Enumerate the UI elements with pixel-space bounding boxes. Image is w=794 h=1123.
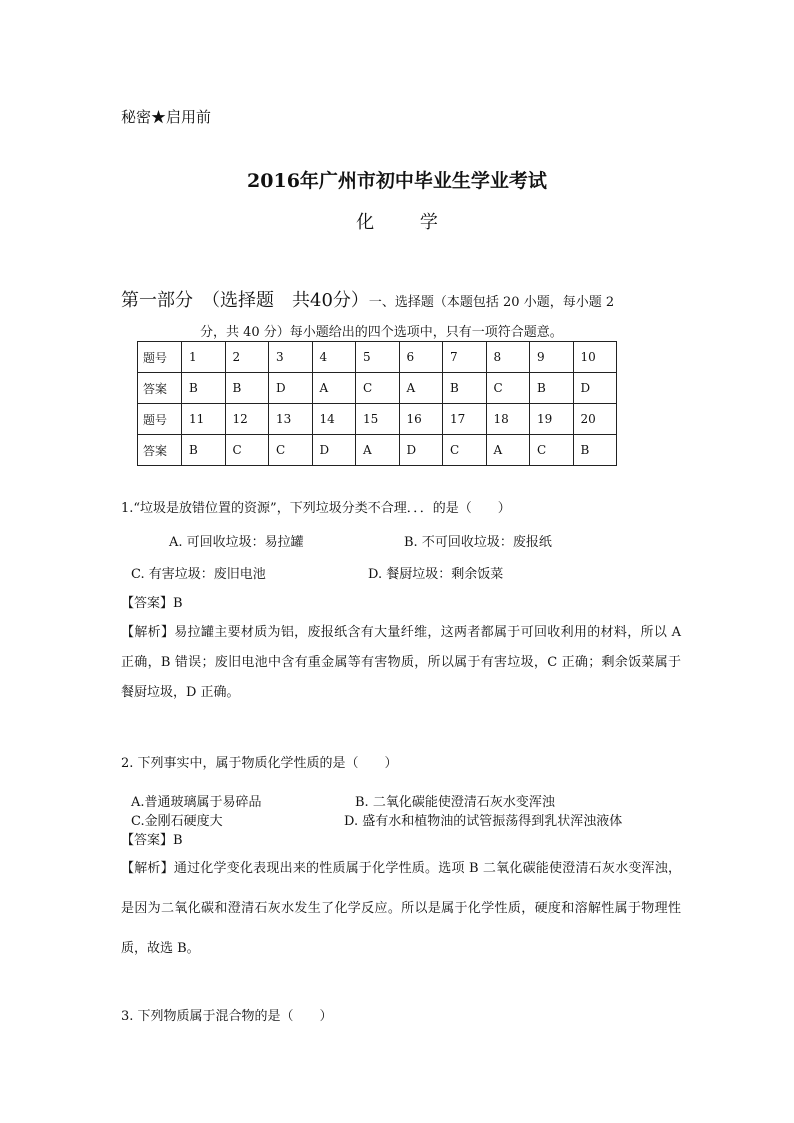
subject-char-1: 化 xyxy=(356,212,375,233)
analysis-text: 通过化学变化表现出来的性质属于化学性质。选项 B 二氧化碳能使澄清石灰水变浑浊，是因为二氧化碳和澄清石灰水发生了化学反应。所以是属于化学性质，硬度和溶解性属于物理性质，故选 B。 xyxy=(121,861,681,956)
answer-table-cell: 5 xyxy=(356,342,400,373)
part-title: 第一部分 （选择题 共40分） xyxy=(121,290,369,311)
answer-table-cell: 9 xyxy=(530,342,574,373)
answer-table-cell: B xyxy=(443,373,487,404)
answer-table-row xyxy=(138,373,617,404)
answer-table-cell: 10 xyxy=(573,342,617,373)
answer-table-row xyxy=(138,404,617,435)
answer-table-cell: A xyxy=(356,435,400,466)
answer-table-cell: A xyxy=(399,373,443,404)
answer-table-cell: C xyxy=(225,435,269,466)
question-2-option-a: A.普通玻璃属于易碎品 xyxy=(131,795,262,810)
question-1-stem: 1.“垃圾是放错位置的资源”，下列垃圾分类不合理．．．的是（ ） xyxy=(121,501,511,516)
answer-table-cell: A xyxy=(486,435,530,466)
answer-table-cell: 18 xyxy=(486,404,530,435)
question-1-option-b: B. 不可回收垃圾：废报纸 xyxy=(404,535,552,550)
answer-table-cell: C xyxy=(269,435,313,466)
answer-table xyxy=(137,341,617,466)
answer-table-cell: D xyxy=(399,435,443,466)
answer-table-cell: 13 xyxy=(269,404,313,435)
question-2-answer: 【答案】B xyxy=(121,833,183,848)
answer-table-cell: 15 xyxy=(356,404,400,435)
question-1-option-d: D. 餐厨垃圾：剩余饭菜 xyxy=(368,567,504,582)
answer-table-cell: C xyxy=(443,435,487,466)
answer-table-row-label: 答案 xyxy=(138,435,182,466)
answer-table-cell: 19 xyxy=(530,404,574,435)
analysis-label: 【解析】 xyxy=(121,625,175,640)
answer-table-cell: B xyxy=(182,435,226,466)
question-3-stem: 3. 下列物质属于混合物的是（ ） xyxy=(121,1009,333,1024)
answer-table-cell: 8 xyxy=(486,342,530,373)
part-heading xyxy=(121,286,614,312)
question-1-option-a: A. 可回收垃圾：易拉罐 xyxy=(169,535,304,550)
confidential-label: 秘密★启用前 xyxy=(121,108,212,126)
answer-table-cell: 3 xyxy=(269,342,313,373)
question-1-option-c: C. 有害垃圾：废旧电池 xyxy=(131,567,266,582)
subject-title xyxy=(0,208,794,234)
question-2-stem: 2. 下列事实中，属于物质化学性质的是（ ） xyxy=(121,756,398,771)
answer-table-cell: D xyxy=(269,373,313,404)
answer-table-cell: 11 xyxy=(182,404,226,435)
answer-table-cell: 2 xyxy=(225,342,269,373)
question-1-answer: 【答案】B xyxy=(121,596,183,611)
analysis-text: 易拉罐主要材质为铝，废报纸含有大量纤维，这两者都属于可回收利用的材料，所以 A 正确，B 错误；废旧电池中含有重金属等有害物质，所以属于有害垃圾，C 正确；剩余饭菜属于餐厨垃圾，D 正确。 xyxy=(121,625,681,700)
answer-table-cell: C xyxy=(356,373,400,404)
answer-table-cell: 17 xyxy=(443,404,487,435)
analysis-label: 【解析】 xyxy=(121,861,174,876)
answer-table-row xyxy=(138,435,617,466)
answer-table-cell: 4 xyxy=(312,342,356,373)
answer-table-cell: C xyxy=(530,435,574,466)
question-2-option-b: B. 二氧化碳能使澄清石灰水变浑浊 xyxy=(355,795,555,810)
question-2-option-d: D. 盛有水和植物油的试管振荡得到乳状浑浊液体 xyxy=(344,814,623,829)
question-1-analysis xyxy=(121,618,681,708)
answer-table-cell: 1 xyxy=(182,342,226,373)
answer-table-cell: D xyxy=(573,373,617,404)
answer-table-cell: 6 xyxy=(399,342,443,373)
answer-table-cell: 16 xyxy=(399,404,443,435)
answer-table-cell: A xyxy=(312,373,356,404)
section-instruction-line1: 一、选择题（本题包括 20 小题，每小题 2 xyxy=(368,295,615,310)
answer-table-cell: B xyxy=(182,373,226,404)
answer-table-cell: B xyxy=(225,373,269,404)
question-2-option-c: C.金刚石硬度大 xyxy=(131,814,223,829)
answer-table-cell: 12 xyxy=(225,404,269,435)
question-2-analysis xyxy=(121,849,681,969)
answer-table-cell: C xyxy=(486,373,530,404)
answer-table-row xyxy=(138,342,617,373)
answer-table-row-label: 题号 xyxy=(138,342,182,373)
exam-title: 2016年广州市初中毕业生学业考试 xyxy=(247,170,547,192)
answer-table-cell: B xyxy=(530,373,574,404)
answer-table-cell: 7 xyxy=(443,342,487,373)
answer-table-cell: B xyxy=(573,435,617,466)
answer-table-row-label: 题号 xyxy=(138,404,182,435)
section-instruction-line2: 分，共 40 分）每小题给出的四个选项中，只有一项符合题意。 xyxy=(200,325,563,340)
answer-table-cell: D xyxy=(312,435,356,466)
answer-table-cell: 20 xyxy=(573,404,617,435)
answer-table-cell: 14 xyxy=(312,404,356,435)
subject-char-2: 学 xyxy=(419,212,438,233)
answer-table-row-label: 答案 xyxy=(138,373,182,404)
